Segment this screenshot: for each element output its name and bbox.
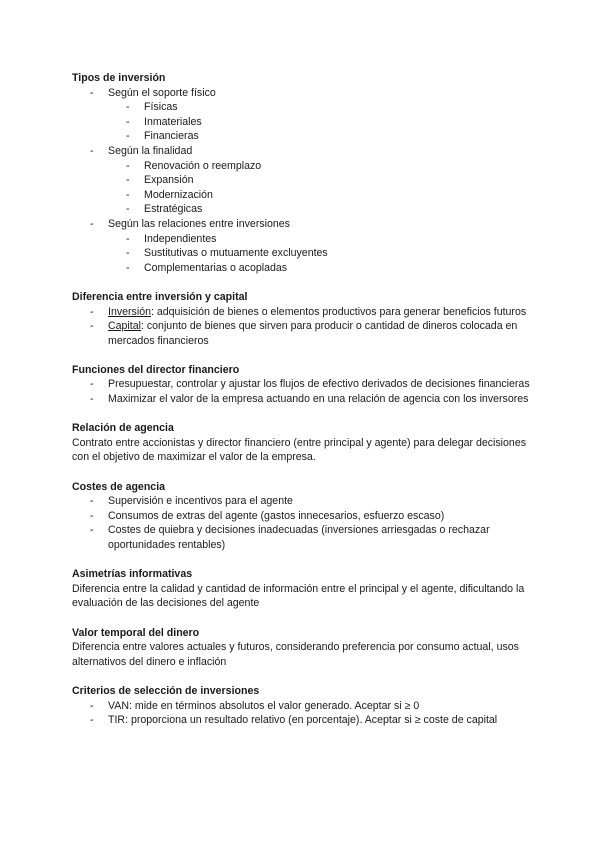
bullet-dash: - [90,714,94,727]
bullet-dash: - [126,247,130,260]
list-item [72,494,532,509]
document-content [72,71,532,742]
bullet-dash: - [90,378,94,391]
bullet-dash: - [126,115,130,128]
bullet-dash: - [126,188,130,201]
sub-list-item [72,246,532,261]
section [72,421,532,465]
sub-list-item [72,159,532,174]
defined-term: Inversión [108,305,151,318]
bullet-dash: - [90,509,94,522]
bullet-dash: - [90,393,94,406]
section [72,480,532,553]
section-heading: Relación de agencia [72,422,174,435]
bullet-dash: - [126,130,130,143]
bullet-dash: - [126,101,130,114]
list-item [72,699,532,714]
defined-term: Capital [108,320,141,333]
bullet-dash: - [90,144,94,157]
list-item-text: : adquisición de bienes o elementos productivos para generar beneficios futuros [151,305,527,318]
section-heading: Diferencia entre inversión y capital [72,290,248,303]
section-heading: Asimetrías informativas [72,568,193,581]
sub-list-item [72,202,532,217]
list-item-text: Presupuestar, controlar y ajustar los flujos de efectivo derivados de decisiones financieras [108,378,530,391]
section [72,567,532,611]
sub-list-item [72,188,532,203]
section-heading: Criterios de selección de inversiones [72,684,260,697]
list-item-text: Maximizar el valor de la empresa actuando en una relación de agencia con los inversores [108,393,529,406]
section [72,290,532,348]
bullet-dash: - [126,232,130,245]
list-item [72,523,532,552]
section-heading: Valor temporal del dinero [72,626,200,639]
list-item [72,217,532,232]
section [72,626,532,670]
sub-list-item-text: Físicas [144,101,178,114]
bullet-dash: - [126,261,130,274]
sub-list-item-text: Independientes [144,232,217,245]
list-item [72,319,532,348]
list-item-text: Según el soporte físico [108,86,216,99]
sub-list-item-text: Sustitutivas o mutuamente excluyentes [144,247,328,260]
section-heading: Funciones del director financiero [72,363,240,376]
bullet-dash: - [90,524,94,537]
list-item-text: Según las relaciones entre inversiones [108,217,290,230]
sub-list-item-text: Financieras [144,130,199,143]
sub-list-item [72,173,532,188]
sub-list-item-text: Estratégicas [144,203,203,216]
bullet-dash: - [90,699,94,712]
section [72,71,532,275]
list-item-text: Costes de quiebra y decisiones inadecuadas (inversiones arriesgadas o rechazar oportunidades rentables) [108,524,490,551]
sub-list-item [72,100,532,115]
section-heading: Tipos de inversión [72,72,166,84]
list-item [72,392,532,407]
section [72,363,532,407]
sub-list-item [72,261,532,276]
bullet-dash: - [90,305,94,318]
sub-list-item-text: Modernización [144,188,213,201]
section-paragraph: Contrato entre accionistas y director financiero (entre principal y agente) para delegar decisiones con el objetivo de maximizar el valor de la empresa. [72,436,527,464]
section [72,684,532,728]
list-item [72,86,532,101]
bullet-dash: - [90,217,94,230]
list-item-text: Según la finalidad [108,144,193,157]
section-heading: Costes de agencia [72,480,166,493]
list-item [72,713,532,728]
list-item-text: Supervisión e incentivos para el agente [108,495,293,508]
sub-list-item-text: Expansión [144,174,194,187]
sub-list-item [72,129,532,144]
sub-list-item [72,115,532,130]
bullet-dash: - [90,320,94,333]
list-item-text: VAN: mide en términos absolutos el valor generado. Aceptar si ≥ 0 [108,699,420,712]
section-paragraph: Diferencia entre valores actuales y futuros, considerando preferencia por consumo actual, usos alternativos del dinero e inflación [72,641,519,668]
sub-list-item-text: Renovación o reemplazo [144,159,262,172]
bullet-dash: - [126,203,130,216]
list-item-text: Consumos de extras del agente (gastos innecesarios, esfuerzo escaso) [108,509,445,522]
section-paragraph: Diferencia entre la calidad y cantidad de información entre el principal y el agente, dificultando la evaluación de las decisiones del agente [72,582,525,610]
sub-list-item-text: Complementarias o acopladas [144,261,288,274]
sub-list-item-text: Inmateriales [144,115,202,128]
list-item [72,144,532,159]
list-item [72,305,532,320]
list-item [72,509,532,524]
bullet-dash: - [126,159,130,172]
list-item [72,377,532,392]
sub-list-item [72,232,532,247]
bullet-dash: - [126,174,130,187]
bullet-dash: - [90,495,94,508]
bullet-dash: - [90,86,94,99]
list-item-text: : conjunto de bienes que sirven para producir o cantidad de dineros colocada en mercados financieros [108,320,518,347]
list-item-text: TIR: proporciona un resultado relativo (en porcentaje). Aceptar si ≥ coste de capital [108,714,498,727]
